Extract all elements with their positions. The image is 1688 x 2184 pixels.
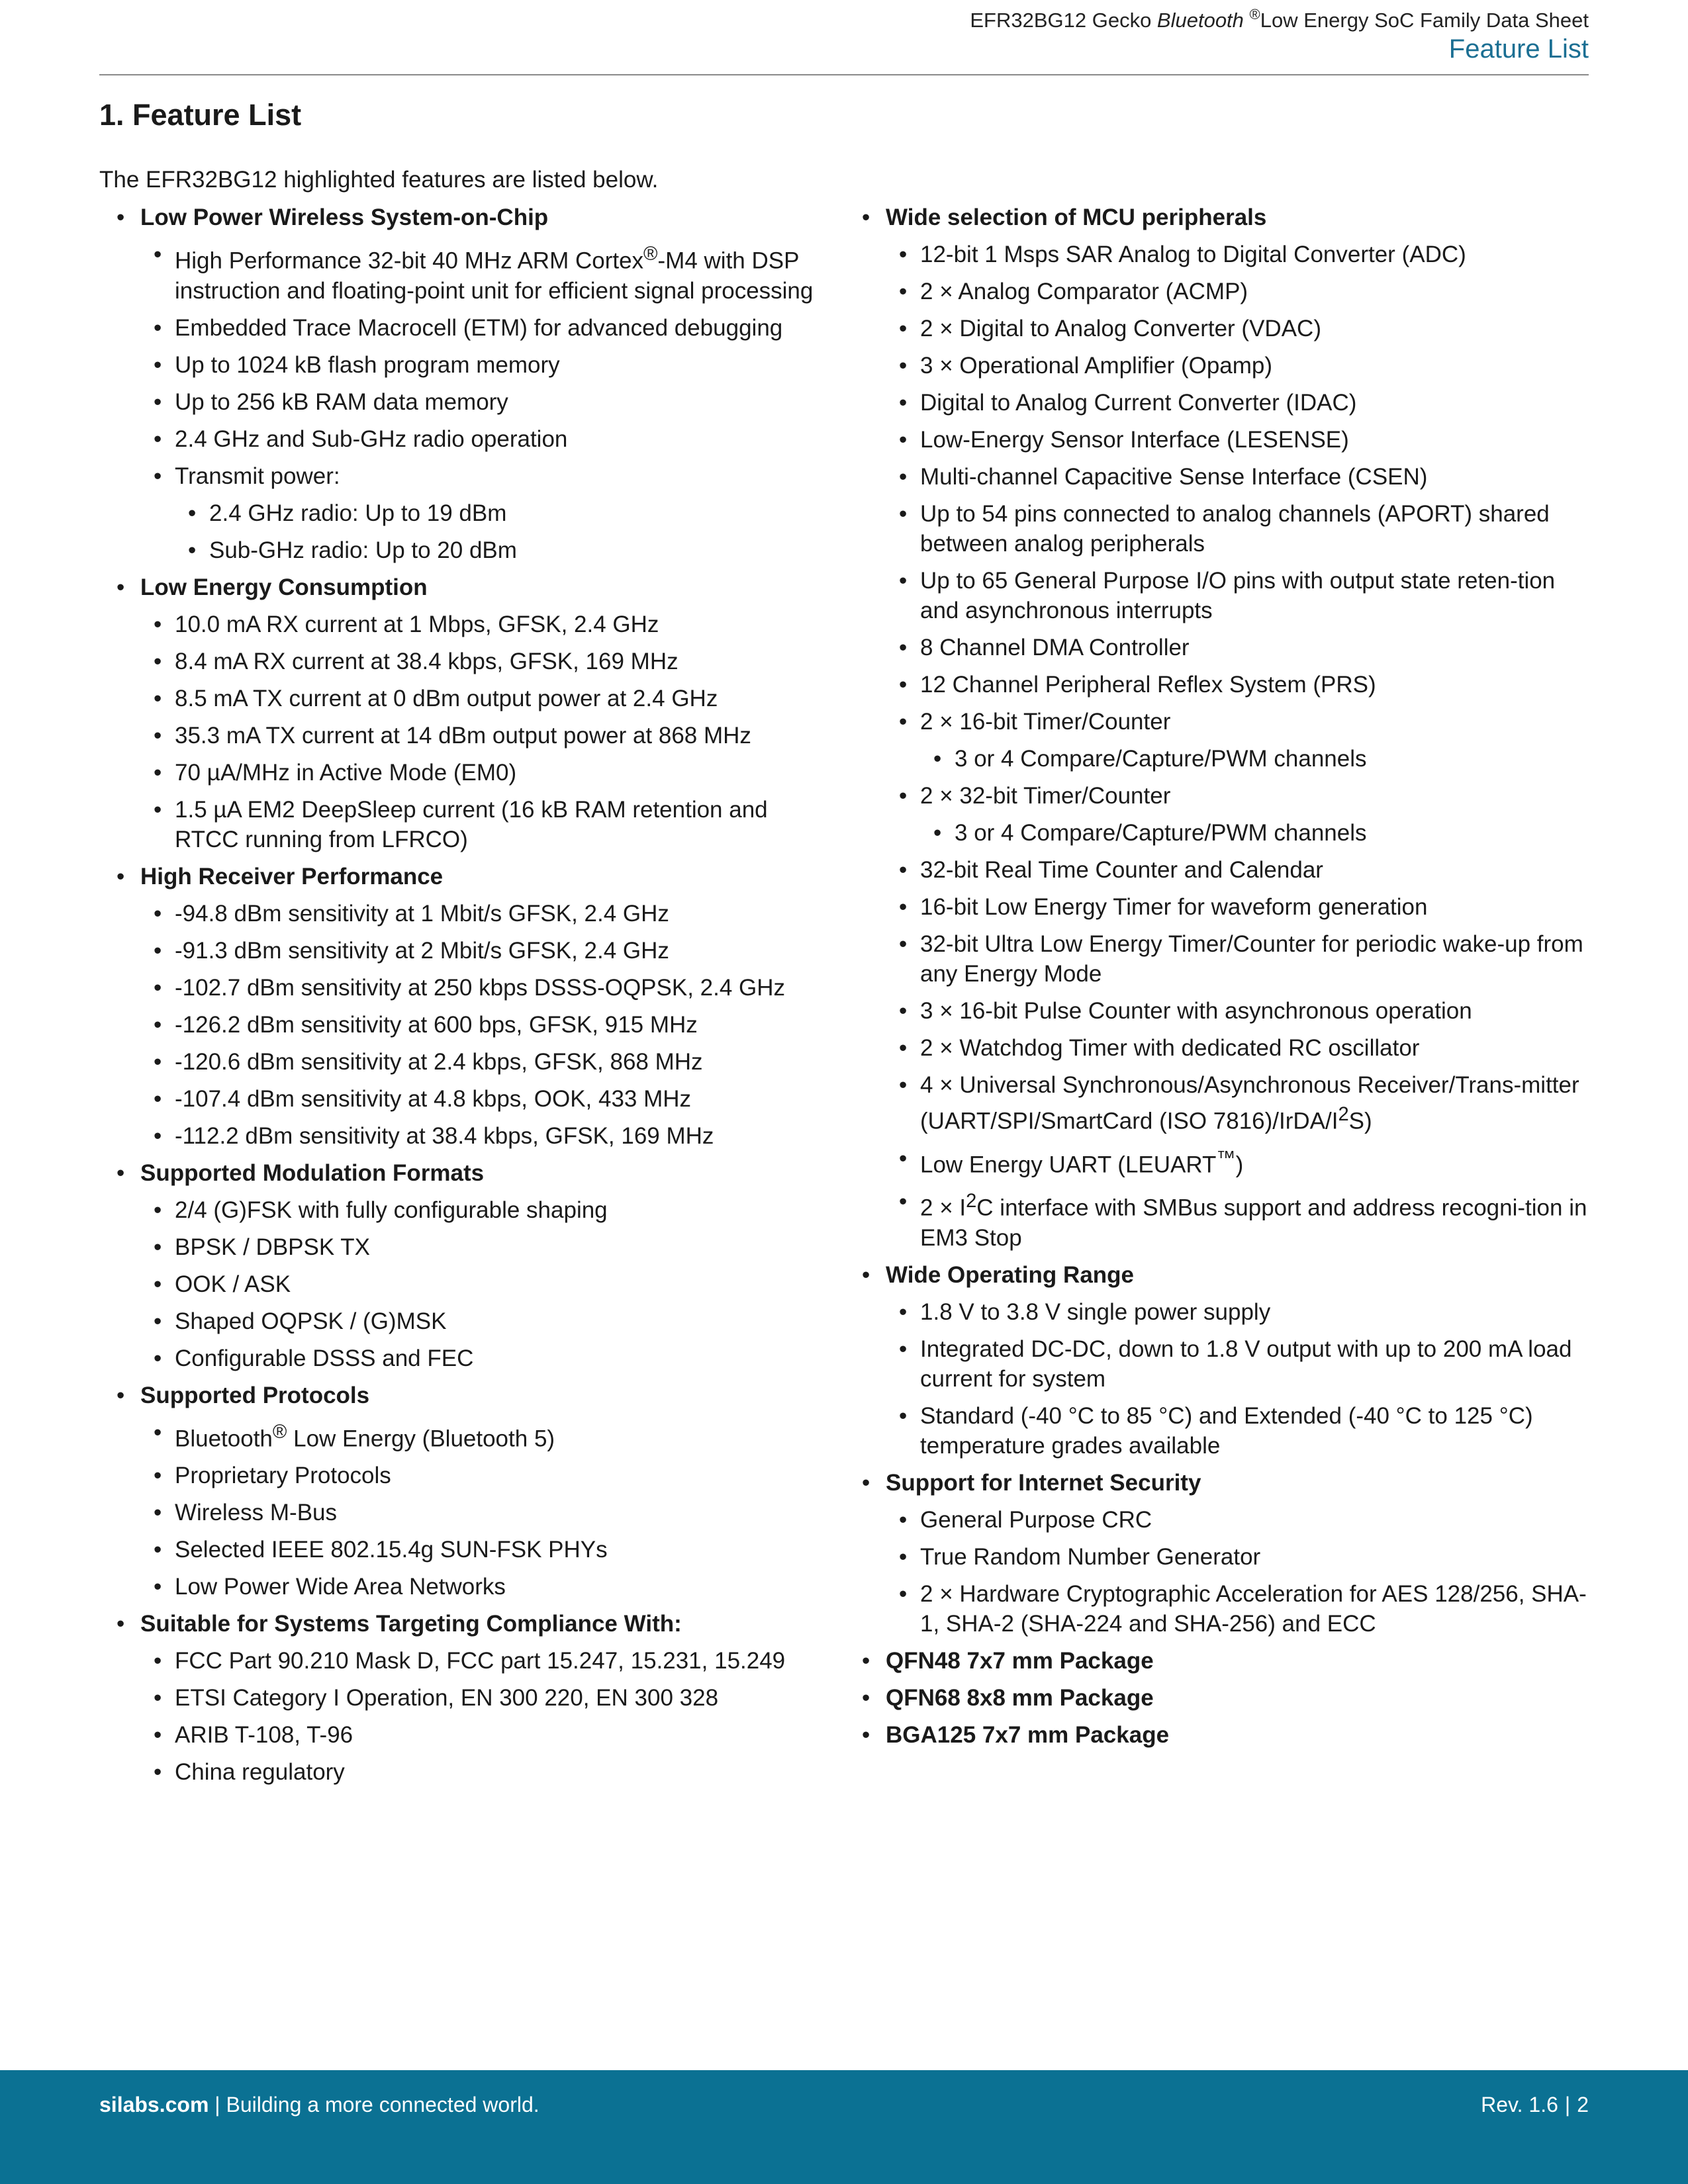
feature-list-left	[99, 203, 834, 1787]
list-item: • China regulatory	[140, 1757, 834, 1787]
list-item: • Configurable DSSS and FEC	[140, 1343, 834, 1373]
list-item: • Low Energy UART (LEUART™)	[886, 1144, 1593, 1180]
list-item: • 4 × Universal Synchronous/Asynchronous Receiver/Trans-mitter (UART/SPI/SmartCard (ISO $7816)/IrDA/I^2S$)	[886, 1070, 1593, 1136]
category-label: High Receiver Performance	[140, 863, 444, 889]
list-item: • -91.3 dBm sensitivity at 2 Mbit/s GFSK, 2.4 GHz	[140, 936, 834, 966]
header-divider	[99, 74, 1589, 75]
package-item	[845, 1720, 1593, 1750]
category-label: Wide selection of MCU peripherals	[886, 205, 1267, 230]
list-item: • Transmit power: • 2.4 GHz radio: Up to 19 dBm • Sub-GHz radio: Up to 20 dBm	[140, 461, 834, 565]
list-item: • 8.4 mA RX current at 38.4 kbps, GFSK, 169 MHz	[140, 647, 834, 676]
list-item: • -107.4 dBm sensitivity at 4.8 kbps, OOK, 433 MHz	[140, 1084, 834, 1114]
list-item: • True Random Number Generator	[886, 1542, 1593, 1572]
category-label: Supported Modulation Formats	[140, 1160, 485, 1186]
footer-separator: |	[1564, 2093, 1571, 2116]
list-item: • Low-Energy Sensor Interface (LESENSE)	[886, 425, 1593, 455]
category-label: Support for Internet Security	[886, 1469, 1201, 1496]
feature-sublist	[140, 1195, 834, 1373]
list-item: • 12 Channel Peripheral Reflex System (PRS)	[886, 670, 1593, 700]
feature-category	[99, 572, 834, 854]
list-item: • Selected IEEE 802.15.4g SUN-FSK PHYs	[140, 1535, 834, 1565]
feature-sublist	[886, 1297, 1593, 1461]
list-item: • 16-bit Low Energy Timer for waveform generation	[886, 892, 1593, 922]
list-item: • -126.2 dBm sensitivity at 600 bps, GFSK, 915 MHz	[140, 1010, 834, 1040]
feature-subsublist	[175, 498, 834, 565]
feature-sublist	[140, 1646, 834, 1787]
list-item: • 2 × Digital to Analog Converter (VDAC)	[886, 314, 1593, 343]
list-item: • Up to 256 kB RAM data memory	[140, 387, 834, 417]
list-item: • BPSK / DBPSK TX	[140, 1232, 834, 1262]
feature-subsublist	[920, 818, 1593, 848]
list-item: • Up to 54 pins connected to analog channels (APORT) shared between analog peripherals	[886, 499, 1593, 559]
feature-category	[99, 862, 834, 1151]
registered-mark: ®	[272, 1421, 287, 1443]
list-item: • Sub-GHz radio: Up to 20 dBm	[175, 535, 834, 565]
category-label: QFN68 8x8 mm Package	[886, 1684, 1154, 1711]
feature-subsublist	[920, 744, 1593, 774]
list-item: • 10.0 mA RX current at 1 Mbps, GFSK, 2.4 GHz	[140, 610, 834, 639]
feature-category	[845, 203, 1593, 1253]
page-title: 1. Feature List	[99, 98, 302, 132]
feature-sublist	[140, 1418, 834, 1602]
feature-category	[99, 203, 834, 565]
list-item: • 8 Channel DMA Controller	[886, 633, 1593, 662]
list-item: • Low Power Wide Area Networks	[140, 1572, 834, 1602]
list-item: • Integrated DC-DC, down to 1.8 V output with up to 200 mA load current for system	[886, 1334, 1593, 1394]
footer-tagline: | Building a more connected world.	[209, 2093, 539, 2116]
list-item: • 1.5 µA EM2 DeepSleep current (16 kB RAM retention and RTCC running from LFRCO)	[140, 795, 834, 854]
list-item: • Wireless M-Bus	[140, 1498, 834, 1527]
list-item: • ETSI Category I Operation, EN 300 220, EN 300 328	[140, 1683, 834, 1713]
section-name: Feature List	[1448, 34, 1589, 64]
list-item: • Standard (-40 °C to 85 °C) and Extended (-40 °C to 125 °C) temperature grades available	[886, 1401, 1593, 1461]
list-item: • 32-bit Real Time Counter and Calendar	[886, 855, 1593, 885]
list-item: • 3 or 4 Compare/Capture/PWM channels	[920, 818, 1593, 848]
trademark-mark: ™	[1216, 1147, 1236, 1169]
list-item: • 2 × Analog Comparator (ACMP)	[886, 277, 1593, 306]
list-item: • FCC Part 90.210 Mask D, FCC part 15.247, 15.231, 15.249	[140, 1646, 834, 1676]
list-item: • High Performance 32-bit 40 MHz ARM Cortex®-M4 with DSP instruction and floating-point unit for efficient signal processing	[140, 240, 834, 306]
category-label: Wide Operating Range	[886, 1261, 1135, 1288]
feature-category	[99, 1609, 834, 1787]
package-item	[845, 1683, 1593, 1713]
category-label: Supported Protocols	[140, 1382, 370, 1408]
feature-category	[845, 1260, 1593, 1461]
feature-category	[99, 1381, 834, 1602]
list-item: • Proprietary Protocols	[140, 1461, 834, 1490]
list-item: • -120.6 dBm sensitivity at 2.4 kbps, GFSK, 868 MHz	[140, 1047, 834, 1077]
category-label: Low Energy Consumption	[140, 574, 428, 600]
list-item: • 3 × Operational Amplifier (Opamp)	[886, 351, 1593, 381]
list-item: • $2 \times I^2C$ interface with SMBus support and address recogni-tion in EM3 Stop	[886, 1187, 1593, 1253]
doc-title-prefix: EFR32BG12 Gecko	[970, 9, 1157, 32]
list-item: • ARIB T-108, T-96	[140, 1720, 834, 1750]
list-item: • Multi-channel Capacitive Sense Interface (CSEN)	[886, 462, 1593, 492]
page-number: 2	[1577, 2093, 1589, 2116]
list-item: • Digital to Analog Current Converter (IDAC)	[886, 388, 1593, 418]
list-item: • 3 × 16-bit Pulse Counter with asynchronous operation	[886, 996, 1593, 1026]
feature-column-left	[99, 203, 834, 1794]
list-item: • Shaped OQPSK / (G)MSK	[140, 1306, 834, 1336]
list-item: • Up to 1024 kB flash program memory	[140, 350, 834, 380]
doc-title-italic: Bluetooth	[1156, 9, 1244, 32]
feature-sublist	[886, 240, 1593, 1253]
footer-site-link[interactable]: silabs.com	[99, 2093, 209, 2116]
feature-sublist	[886, 1505, 1593, 1639]
list-item: • 2 × Watchdog Timer with dedicated RC oscillator	[886, 1033, 1593, 1063]
category-label: Low Power Wireless System-on-Chip	[140, 205, 549, 230]
list-item: • 2.4 GHz radio: Up to 19 dBm	[175, 498, 834, 528]
doc-title-suffix: Low Energy SoC Family Data Sheet	[1260, 9, 1589, 32]
list-item: • 35.3 mA TX current at 14 dBm output power at 868 MHz	[140, 721, 834, 751]
list-item: • 2/4 (G)FSK with fully configurable shaping	[140, 1195, 834, 1225]
document-title	[970, 8, 1589, 33]
list-item: • -102.7 dBm sensitivity at 250 kbps DSSS-OQPSK, 2.4 GHz	[140, 973, 834, 1003]
feature-category	[99, 1158, 834, 1373]
package-item	[845, 1646, 1593, 1676]
category-label: QFN48 7x7 mm Package	[886, 1647, 1154, 1674]
list-item: • OOK / ASK	[140, 1269, 834, 1299]
category-label: BGA125 7x7 mm Package	[886, 1721, 1170, 1748]
list-item: • General Purpose CRC	[886, 1505, 1593, 1535]
page-footer	[0, 2070, 1688, 2184]
list-item: • 1.8 V to 3.8 V single power supply	[886, 1297, 1593, 1327]
list-item: • Up to 65 General Purpose I/O pins with output state reten-tion and asynchronous interrupts	[886, 566, 1593, 625]
feature-sublist	[140, 240, 834, 565]
list-item: • Embedded Trace Macrocell (ETM) for advanced debugging	[140, 313, 834, 343]
list-item: • 32-bit Ultra Low Energy Timer/Counter for periodic wake-up from any Energy Mode	[886, 929, 1593, 989]
list-item: • 2.4 GHz and Sub-GHz radio operation	[140, 424, 834, 454]
registered-mark: ®	[643, 244, 658, 265]
list-item: • 2 × 32-bit Timer/Counter • 3 or 4 Compare/Capture/PWM channels	[886, 781, 1593, 848]
list-item: • 3 or 4 Compare/Capture/PWM channels	[920, 744, 1593, 774]
category-label: Suitable for Systems Targeting Compliance With:	[140, 1611, 682, 1637]
feature-category	[845, 1468, 1593, 1639]
feature-column-right	[845, 203, 1593, 1757]
list-item: • Bluetooth® Low Energy (Bluetooth 5)	[140, 1418, 834, 1454]
registered-mark: ®	[1249, 6, 1260, 23]
list-item: • -112.2 dBm sensitivity at 38.4 kbps, GFSK, 169 MHz	[140, 1121, 834, 1151]
footer-branding	[99, 2091, 539, 2118]
list-item: • -94.8 dBm sensitivity at 1 Mbit/s GFSK, 2.4 GHz	[140, 899, 834, 929]
list-item: • 8.5 mA TX current at 0 dBm output power at 2.4 GHz	[140, 684, 834, 713]
list-item: • 2 × Hardware Cryptographic Acceleration for AES 128/256, SHA-1, SHA-2 (SHA-224 and SHA-256) and ECC	[886, 1579, 1593, 1639]
footer-page-info	[1481, 2091, 1589, 2118]
revision-label: Rev. 1.6	[1481, 2093, 1558, 2116]
intro-text: The EFR32BG12 highlighted features are listed below.	[99, 167, 659, 193]
list-item: • 2 × 16-bit Timer/Counter • 3 or 4 Compare/Capture/PWM channels	[886, 707, 1593, 774]
feature-sublist	[140, 899, 834, 1151]
feature-sublist	[140, 610, 834, 854]
list-item: • 12-bit 1 Msps SAR Analog to Digital Converter (ADC)	[886, 240, 1593, 269]
list-item: • 70 µA/MHz in Active Mode (EM0)	[140, 758, 834, 788]
feature-list-right	[845, 203, 1593, 1750]
